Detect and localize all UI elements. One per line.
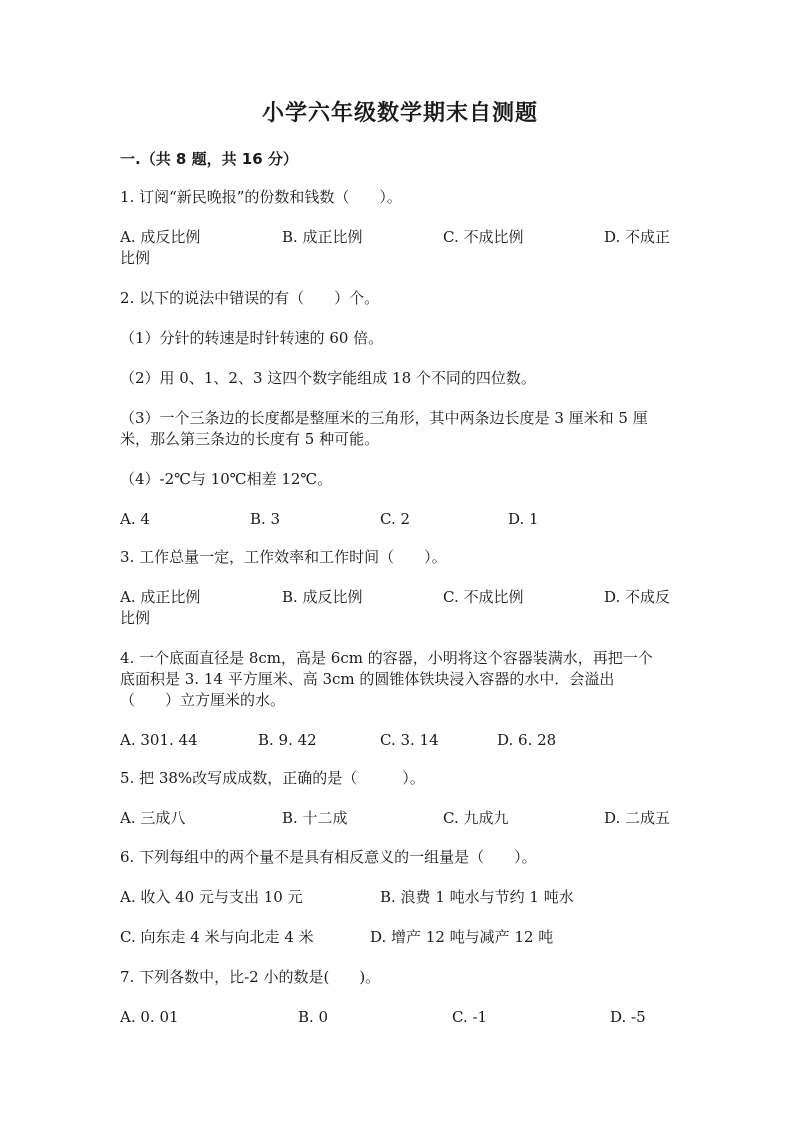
question-7-option-b: B. 0: [298, 1008, 329, 1026]
question-6-option-b: B. 浪费 1 吨水与节约 1 吨水: [380, 888, 574, 906]
question-6-option-a: A. 收入 40 元与支出 10 元: [120, 888, 303, 906]
question-4-option-b: B. 9. 42: [258, 731, 317, 749]
question-7-option-a: A. 0. 01: [120, 1008, 179, 1026]
question-1-option-d-continued: 比例: [120, 249, 151, 267]
question-5-stem: 5. 把 38%改写成成数，正确的是（ ）。: [120, 769, 425, 787]
question-7-option-c: C. -1: [452, 1008, 488, 1026]
question-4-option-d: D. 6. 28: [497, 731, 557, 749]
question-2-statement-3-line-1: （3）一个三条边的长度都是整厘米的三角形，其中两条边长度是 3 厘米和 5 厘: [120, 409, 648, 427]
section-header: 一.（共 8 题，共 16 分）: [120, 150, 298, 168]
question-1-option-c: C. 不成比例: [443, 228, 524, 246]
question-4-option-c: C. 3. 14: [380, 731, 439, 749]
question-4-stem-line-1: 4. 一个底面直径是 8cm，高是 6cm 的容器，小明将这个容器装满水，再把一个: [120, 649, 653, 667]
question-3-option-a: A. 成正比例: [120, 588, 201, 606]
question-2-option-c: C. 2: [380, 510, 411, 528]
page-title: 小学六年级数学期末自测题: [261, 101, 538, 126]
question-5-option-c: C. 九成九: [443, 809, 509, 827]
question-2-option-a: A. 4: [120, 510, 150, 528]
question-2-statement-1: （1）分针的转速是时针转速的 60 倍。: [120, 329, 384, 347]
question-2-option-d: D. 1: [508, 510, 539, 528]
question-5-option-b: B. 十二成: [282, 809, 348, 827]
question-6-stem: 6. 下列每组中的两个量不是具有相反意义的一组量是（ ）。: [120, 848, 537, 866]
question-6-option-d: D. 增产 12 吨与减产 12 吨: [370, 928, 554, 946]
question-6-option-c: C. 向东走 4 米与向北走 4 米: [120, 928, 314, 946]
question-2-statement-3-line-2: 米，那么第三条边的长度有 5 种可能。: [120, 430, 380, 448]
question-3-option-d-continued: 比例: [120, 609, 151, 627]
question-2-statement-4: （4）-2℃与 10℃相差 12℃。: [120, 470, 333, 488]
question-1-option-b: B. 成正比例: [282, 228, 363, 246]
question-2-stem: 2. 以下的说法中错误的有（ ）个。: [120, 289, 380, 307]
question-1-stem: 1. 订阅“新民晚报”的份数和钱数（ ）。: [120, 188, 402, 206]
question-4-stem-line-2: 底面积是 3. 14 平方厘米、高 3cm 的圆锥体铁块浸入容器的水中．会溢出: [120, 670, 615, 688]
question-7-stem: 7. 下列各数中，比-2 小的数是( )。: [120, 968, 381, 986]
question-3-stem: 3. 工作总量一定，工作效率和工作时间（ ）。: [120, 548, 447, 566]
question-3-option-d: D. 不成反: [604, 588, 671, 606]
question-3-option-c: C. 不成比例: [443, 588, 524, 606]
question-7-option-d: D. -5: [610, 1008, 646, 1026]
question-1-option-d: D. 不成正: [604, 228, 671, 246]
question-1-option-a: A. 成反比例: [120, 228, 201, 246]
question-5-option-a: A. 三成八: [120, 809, 186, 827]
question-3-option-b: B. 成反比例: [282, 588, 363, 606]
question-2-statement-2: （2）用 0、1、2、3 这四个数字能组成 18 个不同的四位数。: [120, 369, 536, 387]
question-2-option-b: B. 3: [250, 510, 281, 528]
question-4-stem-line-3: （ ）立方厘米的水。: [120, 691, 286, 709]
question-4-option-a: A. 301. 44: [120, 731, 198, 749]
question-5-option-d: D. 二成五: [604, 809, 671, 827]
